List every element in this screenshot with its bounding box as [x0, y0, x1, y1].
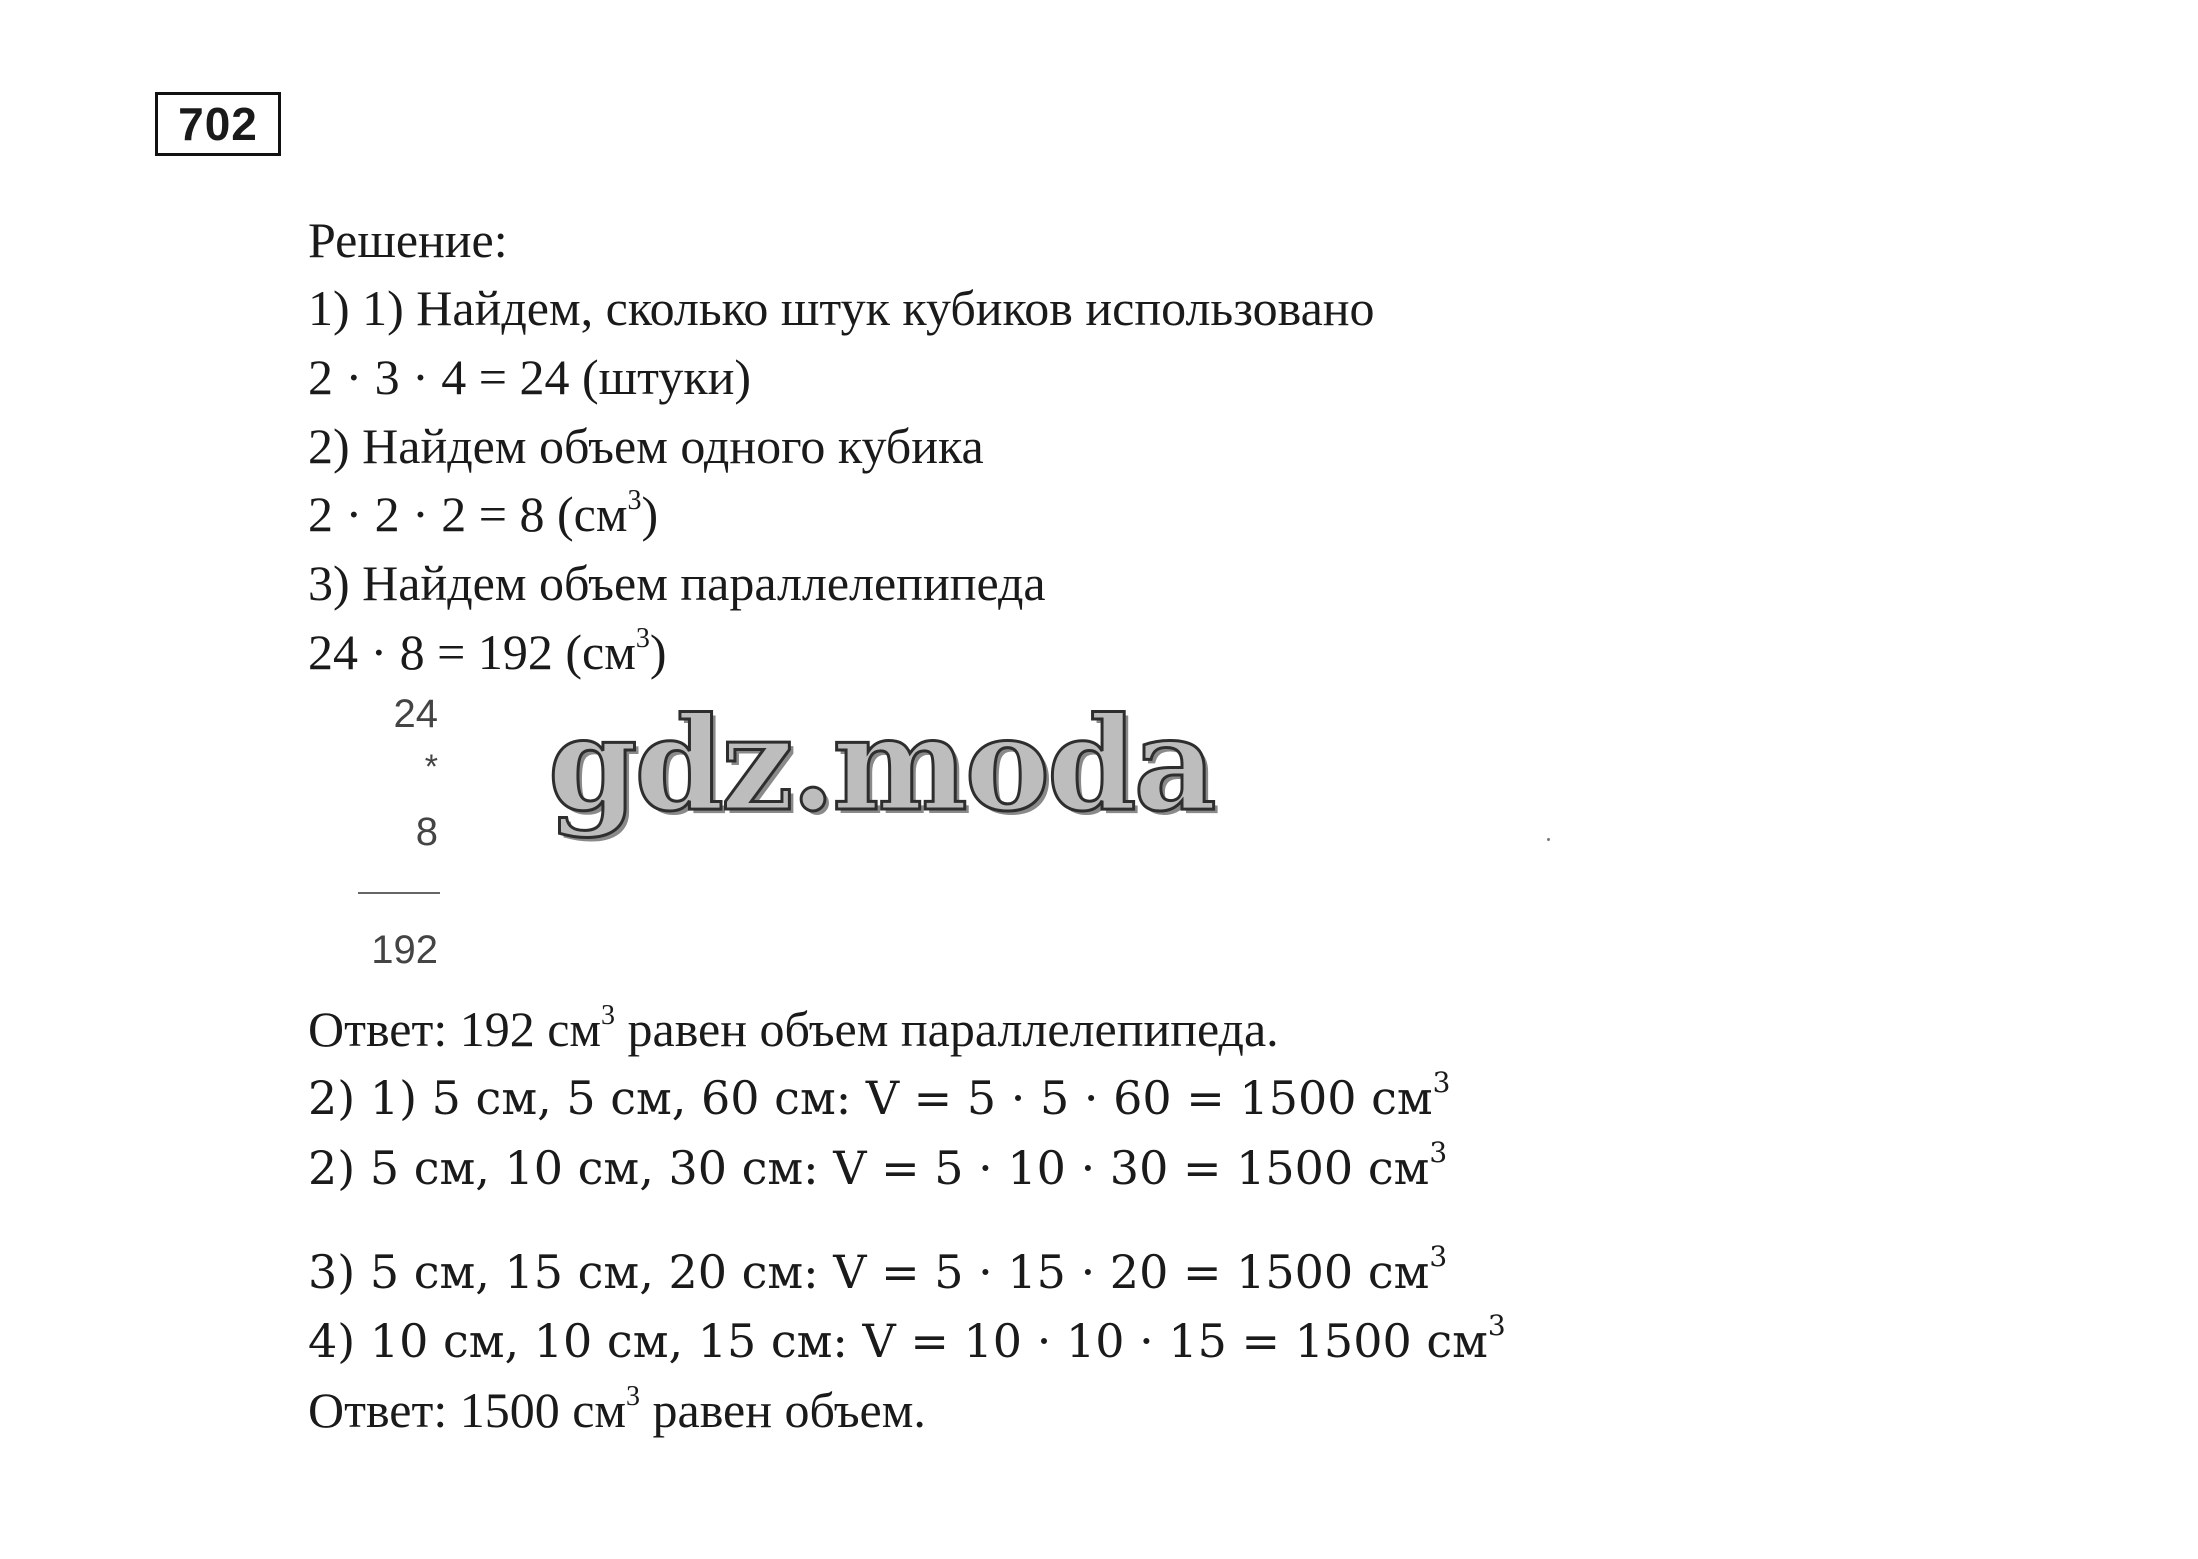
- equation-3: 24 · 8 = 192 $(см^3)$: [308, 623, 667, 680]
- task-number: 702: [155, 92, 281, 156]
- step-2-text: 2) Найдем объем одного кубика: [308, 418, 984, 474]
- scan-speck: [1547, 838, 1550, 841]
- variant-4: 4) 10 см, 10 см, 15 см: V = 10 · 10 · 15 = 1500 $см^3$: [308, 1309, 1506, 1368]
- variant-1: 2) 1) 5 см, 5 см, 60 см: V = 5 · 5 · 60 = 1500 $см^3$: [308, 1066, 1451, 1125]
- solution-heading: Решение:: [308, 212, 508, 268]
- answer-1: Ответ: 192 $см^3$ равен объем параллелепипеда.: [308, 1000, 1279, 1057]
- column-operator: *: [424, 748, 438, 786]
- variant-3: 3) 5 см, 15 см, 20 см: V = 5 · 15 · 20 = 1500 $см^3$: [308, 1240, 1448, 1299]
- step-3-text: 3) Найдем объем параллелепипеда: [308, 555, 1046, 611]
- watermark-logo: gdz.moda: [548, 690, 1214, 840]
- column-divider: [358, 892, 440, 894]
- step-1-text: 1) 1) Найдем, сколько штук кубиков использовано: [308, 280, 1375, 336]
- equation-1: 2 · 3 · 4 = 24 (штуки): [308, 349, 752, 405]
- column-multiplier: 8: [415, 810, 438, 854]
- answer-2: Ответ: 1500 $см^3$ равен объем.: [308, 1381, 926, 1438]
- column-result: 192: [371, 928, 438, 972]
- variant-2: 2) 5 см, 10 см, 30 см: V = 5 · 10 · 30 = 1500 $см^3$: [308, 1136, 1448, 1195]
- column-multiplicand: 24: [393, 692, 438, 736]
- equation-2: 2 · 2 · 2 = 8 $(см^3)$: [308, 485, 659, 542]
